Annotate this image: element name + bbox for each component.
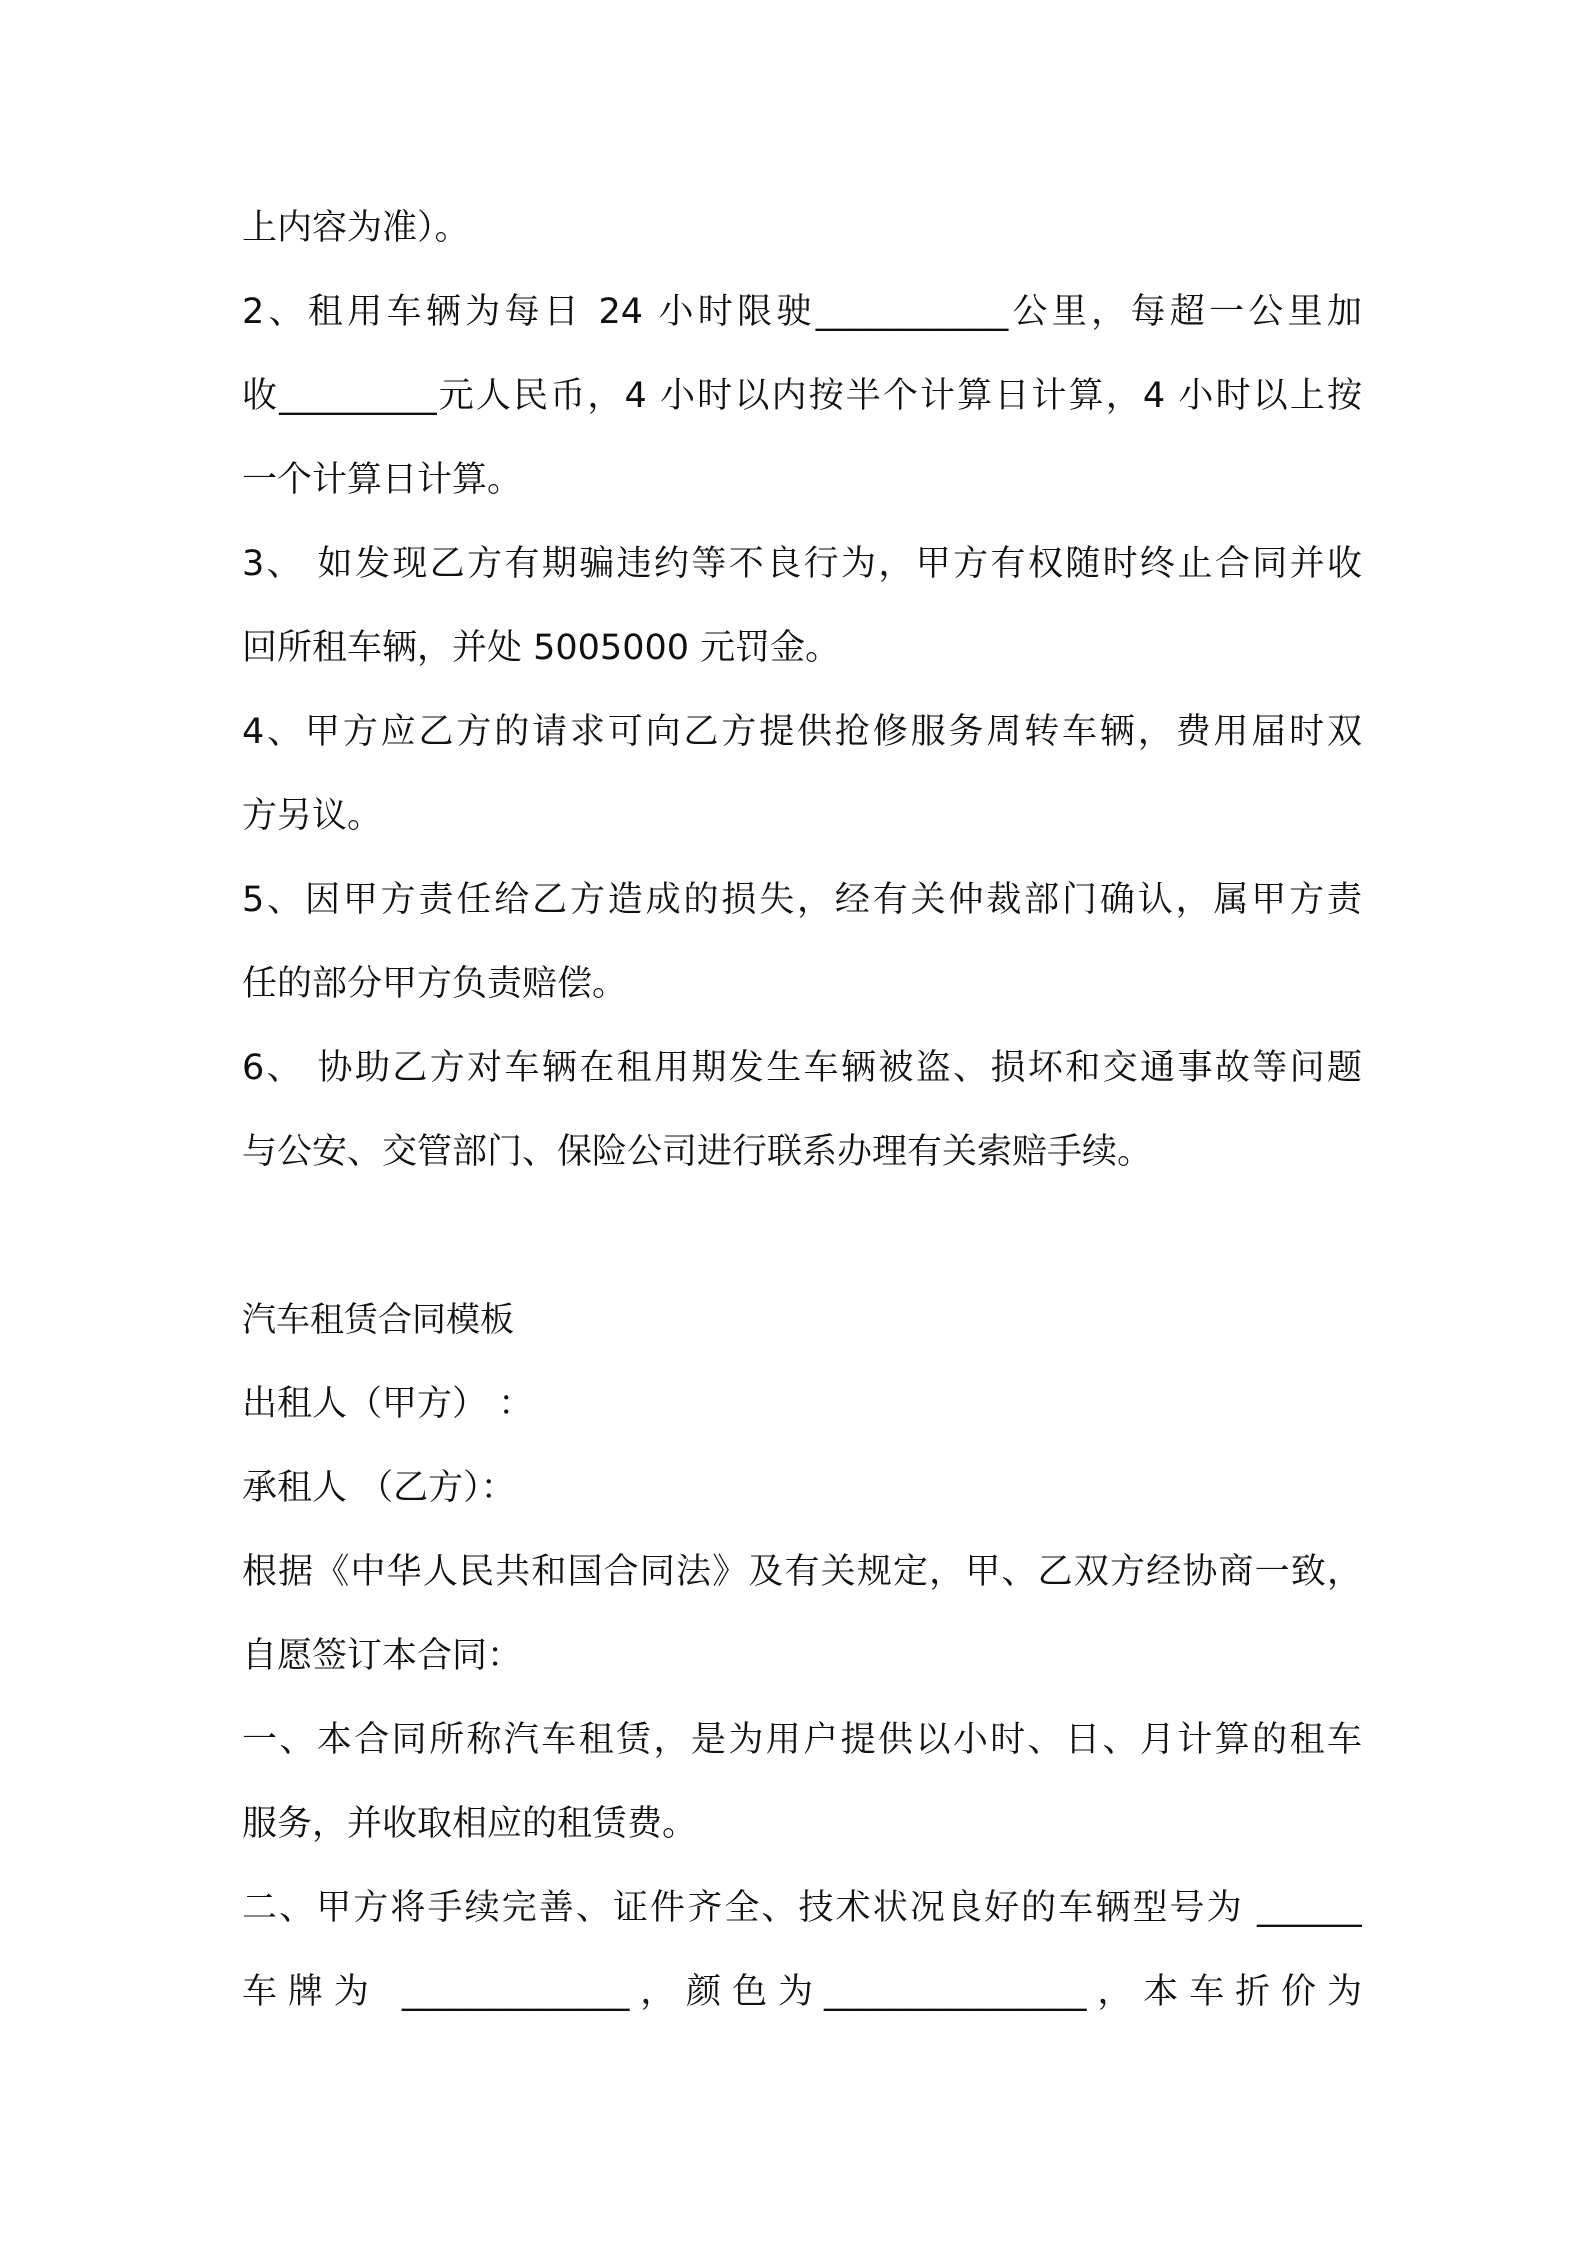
- article-1-line-2: 服务，并收取相应的租赁费。: [242, 1804, 698, 1844]
- clause-2-line-3: 一个计算日计算。: [242, 460, 523, 500]
- contract-title: 汽车租赁合同模板: [242, 1300, 514, 1340]
- lessor-line: 出租人（甲方） ：: [242, 1384, 534, 1424]
- lessee-line: 承租人 （乙方）：: [242, 1468, 516, 1508]
- clause-6-line-2: 与公安、交管部门、保险公司进行联系办理有关索赔手续。: [242, 1132, 1153, 1172]
- preamble-line-2: 自愿签订本合同：: [242, 1636, 523, 1676]
- preamble-line-1: 根据《中华人民共和国合同法》及有关规定，甲、乙双方经协商一致，: [242, 1552, 1362, 1592]
- article-2-line-2: 车牌为 _____________，颜色为_______________，本车折价为: [242, 1972, 1362, 2012]
- clause-4-line-2: 方另议。: [242, 796, 383, 836]
- clause-6-line-1: 6、 协助乙方对车辆在租用期发生车辆被盗、损坏和交通事故等问题: [242, 1048, 1362, 1088]
- clause-5-line-1: 5、因甲方责任给乙方造成的损失，经有关仲裁部门确认，属甲方责: [242, 880, 1362, 920]
- clause-3-line-2: 回所租车辆，并处 5005000 元罚金。: [242, 628, 841, 668]
- clause-5-line-2: 任的部分甲方负责赔偿。: [242, 964, 628, 1004]
- article-2-line-1: 二、甲方将手续完善、证件齐全、技术状况良好的车辆型号为 ______: [242, 1888, 1362, 1928]
- clause-2-line-2: 收_________元人民币，4 小时以内按半个计算日计算，4 小时以上按: [242, 376, 1362, 416]
- clause-2-line-1: 2、租用车辆为每日 24 小时限驶___________公里，每超一公里加: [242, 292, 1362, 332]
- clause-4-line-1: 4、甲方应乙方的请求可向乙方提供抢修服务周转车辆，费用届时双: [242, 712, 1362, 752]
- clause-3-line-1: 3、 如发现乙方有期骗违约等不良行为，甲方有权随时终止合同并收: [242, 544, 1362, 584]
- article-1-line-1: 一、本合同所称汽车租赁，是为用户提供以小时、日、月计算的租车: [242, 1720, 1362, 1760]
- text-line-1: 上内容为准）。: [242, 208, 470, 248]
